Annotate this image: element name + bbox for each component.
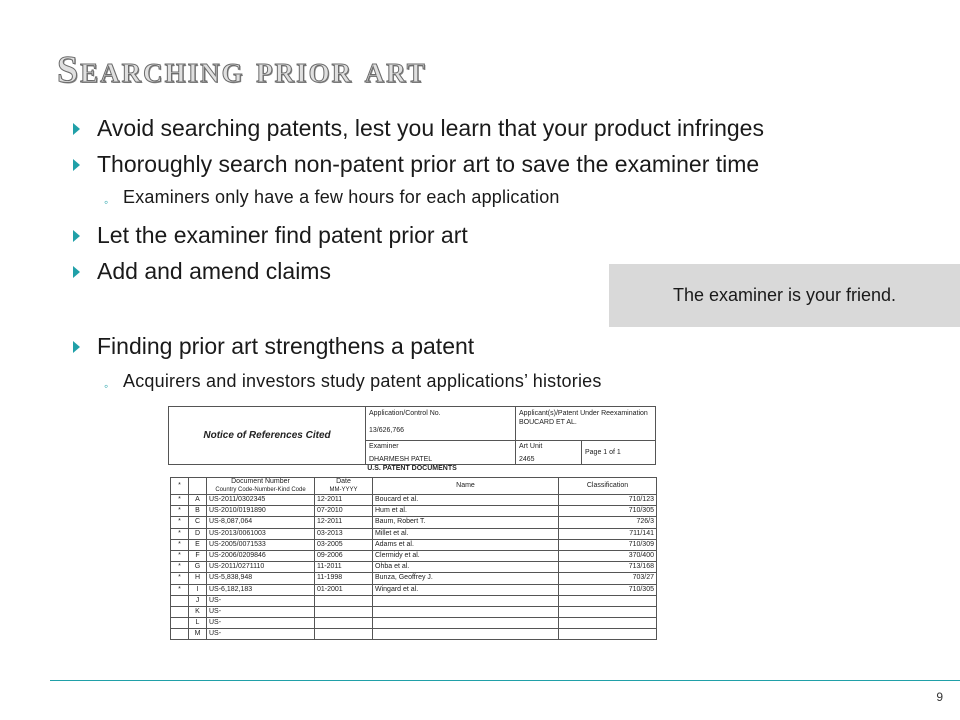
row-star: *	[171, 584, 189, 595]
row-classification: 711/141	[559, 528, 657, 539]
row-name: Hum et al.	[373, 506, 559, 517]
row-name	[373, 595, 559, 606]
row-date: 01-2001	[315, 584, 373, 595]
table-row	[171, 584, 657, 595]
row-letter: H	[189, 573, 207, 584]
table-row	[171, 595, 657, 606]
references-cited-form	[166, 406, 656, 676]
subbullet-text: Examiners only have a few hours for each application	[123, 187, 560, 207]
row-letter: E	[189, 539, 207, 550]
row-star: *	[171, 550, 189, 561]
footer-divider	[50, 680, 960, 681]
row-classification: 726/3	[559, 517, 657, 528]
row-name: Boucard et al.	[373, 495, 559, 506]
row-star	[171, 595, 189, 606]
row-doc-number: US-	[207, 606, 315, 617]
row-classification: 710/305	[559, 584, 657, 595]
row-star: *	[171, 562, 189, 573]
col-name: Name	[373, 478, 559, 495]
row-date	[315, 629, 373, 640]
row-star: *	[171, 495, 189, 506]
row-name	[373, 629, 559, 640]
row-classification: 710/309	[559, 539, 657, 550]
col-star: *	[171, 478, 189, 495]
table-row	[171, 506, 657, 517]
form-header	[168, 406, 656, 465]
row-name	[373, 606, 559, 617]
row-letter: J	[189, 595, 207, 606]
arrow-bullet-icon	[73, 341, 80, 353]
row-doc-number: US-5,838,948	[207, 573, 315, 584]
app-control-label: Application/Control No.	[369, 410, 441, 417]
row-classification	[559, 595, 657, 606]
table-row	[171, 539, 657, 550]
row-classification	[559, 618, 657, 629]
row-date	[315, 606, 373, 617]
row-date	[315, 618, 373, 629]
row-letter: D	[189, 528, 207, 539]
row-doc-number: US-6,182,183	[207, 584, 315, 595]
row-classification	[559, 629, 657, 640]
arrow-bullet-icon	[73, 159, 80, 171]
row-doc-number: US-2010/0191890	[207, 506, 315, 517]
row-name: Millet et al.	[373, 528, 559, 539]
row-star	[171, 618, 189, 629]
col-classification: Classification	[559, 478, 657, 495]
row-name: Wingard et al.	[373, 584, 559, 595]
ring-bullet-icon: ◦	[104, 195, 109, 209]
table-row	[171, 618, 657, 629]
row-name: Bunza, Geoffrey J.	[373, 573, 559, 584]
bullet-text: Thoroughly search non-patent prior art to save the examiner time	[97, 151, 760, 177]
examiner-label: Examiner	[369, 443, 399, 450]
row-letter: A	[189, 495, 207, 506]
page-cell: Page 1 of 1	[581, 440, 655, 464]
art-unit-cell	[515, 440, 581, 464]
row-letter: G	[189, 562, 207, 573]
arrow-bullet-icon	[73, 266, 80, 278]
table-row	[171, 573, 657, 584]
row-doc-number: US-2011/0302345	[207, 495, 315, 506]
row-name: Adams et al.	[373, 539, 559, 550]
row-doc-number: US-	[207, 629, 315, 640]
form-title: Notice of References Cited	[203, 430, 331, 441]
table-row	[171, 528, 657, 539]
row-letter: F	[189, 550, 207, 561]
page-number: 9	[936, 690, 943, 704]
row-date	[315, 595, 373, 606]
row-doc-number: US-2011/0271110	[207, 562, 315, 573]
row-name: Clermidy et al.	[373, 550, 559, 561]
row-star: *	[171, 506, 189, 517]
row-classification	[559, 606, 657, 617]
row-star	[171, 629, 189, 640]
row-star: *	[171, 528, 189, 539]
table-row	[171, 562, 657, 573]
row-star: *	[171, 517, 189, 528]
bullet-text: Add and amend claims	[97, 258, 331, 284]
table-row	[171, 629, 657, 640]
references-table	[170, 477, 657, 640]
app-control-value: 13/626,766	[369, 427, 405, 434]
row-letter: I	[189, 584, 207, 595]
row-doc-number: US-	[207, 618, 315, 629]
col-doc-number: Document Number Country Code-Number-Kind Code	[207, 478, 315, 495]
table-row	[171, 495, 657, 506]
row-doc-number: US-2006/0209846	[207, 550, 315, 561]
art-unit-value: 2465	[519, 456, 535, 463]
row-date: 11-1998	[315, 573, 373, 584]
row-letter: L	[189, 618, 207, 629]
table-row	[171, 550, 657, 561]
row-classification: 710/305	[559, 506, 657, 517]
row-doc-number: US-8,087,064	[207, 517, 315, 528]
row-doc-number: US-	[207, 595, 315, 606]
row-date: 09-2006	[315, 550, 373, 561]
app-control-cell	[365, 407, 515, 440]
row-letter: K	[189, 606, 207, 617]
row-star	[171, 606, 189, 617]
row-star: *	[171, 539, 189, 550]
row-doc-number: US-2005/0071533	[207, 539, 315, 550]
row-date: 07-2010	[315, 506, 373, 517]
applicant-cell	[515, 407, 655, 440]
bullet-text: Let the examiner find patent prior art	[97, 222, 468, 248]
bullet-text: Avoid searching patents, lest you learn that your product infringes	[97, 115, 764, 141]
row-name: Ohba et al.	[373, 562, 559, 573]
row-letter: B	[189, 506, 207, 517]
art-unit-label: Art Unit	[519, 443, 543, 450]
row-date: 03-2013	[315, 528, 373, 539]
row-classification: 710/123	[559, 495, 657, 506]
examiner-cell	[365, 440, 515, 464]
bullet-text: Finding prior art strengthens a patent	[97, 333, 475, 359]
arrow-bullet-icon	[73, 230, 80, 242]
applicant-value: BOUCARD ET AL.	[519, 419, 577, 426]
row-name	[373, 618, 559, 629]
col-date: Date MM-YYYY	[315, 478, 373, 495]
applicant-label: Applicant(s)/Patent Under Reexamination	[519, 410, 648, 417]
section-label: U.S. PATENT DOCUMENTS	[367, 465, 457, 472]
examiner-value: DHARMESH PATEL	[369, 456, 433, 463]
row-star: *	[171, 573, 189, 584]
arrow-bullet-icon	[73, 123, 80, 135]
ring-bullet-icon: ◦	[104, 379, 109, 393]
row-classification: 703/27	[559, 573, 657, 584]
slide-title: Searching prior art	[57, 49, 427, 91]
row-date: 03-2005	[315, 539, 373, 550]
table-header-row	[171, 478, 657, 495]
row-letter: C	[189, 517, 207, 528]
row-date: 12-2011	[315, 517, 373, 528]
row-name: Baum, Robert T.	[373, 517, 559, 528]
col-letter	[189, 478, 207, 495]
row-doc-number: US-2013/0061003	[207, 528, 315, 539]
subbullet-text: Acquirers and investors study patent applications’ histories	[123, 371, 602, 391]
row-date: 11-2011	[315, 562, 373, 573]
table-row	[171, 517, 657, 528]
row-classification: 713/168	[559, 562, 657, 573]
row-classification: 370/400	[559, 550, 657, 561]
callout-box: The examiner is your friend.	[609, 264, 960, 327]
table-row	[171, 606, 657, 617]
row-date: 12-2011	[315, 495, 373, 506]
row-letter: M	[189, 629, 207, 640]
